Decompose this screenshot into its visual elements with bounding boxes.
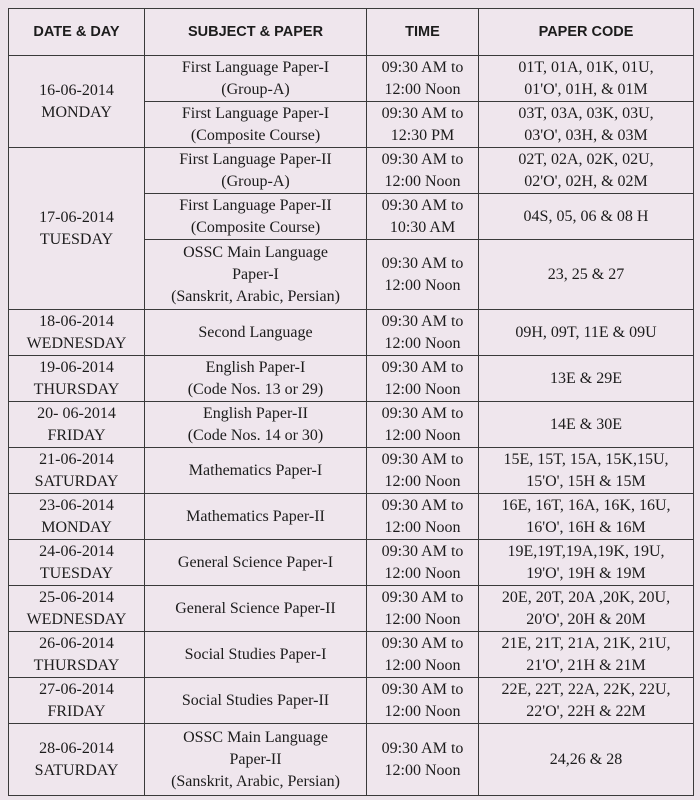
- table-row: [9, 448, 694, 494]
- subject-line: (Code Nos. 13 or 29): [187, 380, 324, 398]
- date-day-cell: [9, 678, 145, 724]
- exam-day: SATURDAY: [34, 472, 119, 490]
- time-cell: [367, 448, 479, 494]
- paper-code-cell: [479, 356, 694, 402]
- time-line: 09:30 AM to: [381, 739, 464, 757]
- subject-line: English Paper-I: [205, 358, 306, 376]
- exam-day: FRIDAY: [47, 426, 106, 444]
- date-day-cell: [9, 56, 145, 148]
- time-line: 09:30 AM to: [381, 254, 464, 272]
- exam-day: WEDNESDAY: [26, 334, 127, 352]
- subject-cell: [145, 448, 367, 494]
- subject-cell: [145, 310, 367, 356]
- paper-code-line: 04S, 05, 06 & 08 H: [523, 207, 649, 225]
- exam-date: 19-06-2014: [39, 358, 114, 376]
- time-line: 12:00 Noon: [384, 172, 461, 190]
- time-line: 09:30 AM to: [381, 634, 464, 652]
- paper-code-line: 19E,19T,19A,19K, 19U,: [507, 542, 665, 560]
- subject-cell: [145, 402, 367, 448]
- subject-line: (Group-A): [221, 172, 290, 190]
- exam-day: FRIDAY: [47, 702, 106, 720]
- time-cell: [367, 540, 479, 586]
- subject-cell: [145, 56, 367, 102]
- subject-cell: [145, 494, 367, 540]
- subject-line: (Group-A): [221, 80, 290, 98]
- paper-code-line: 22E, 22T, 22A, 22K, 22U,: [501, 680, 671, 698]
- paper-code-cell: [479, 240, 694, 310]
- header-paper-code: PAPER CODE: [479, 9, 694, 56]
- paper-code-line: 16E, 16T, 16A, 16K, 16U,: [501, 496, 671, 514]
- time-line: 10:30 AM: [389, 218, 456, 236]
- paper-code-cell: [479, 194, 694, 240]
- subject-line: Mathematics Paper-II: [186, 507, 325, 525]
- time-cell: [367, 102, 479, 148]
- subject-line: English Paper-II: [203, 404, 308, 422]
- paper-code-line: 09H, 09T, 11E & 09U: [515, 323, 657, 341]
- date-day-cell: [9, 586, 145, 632]
- exam-day: TUESDAY: [39, 230, 114, 248]
- exam-date: 26-06-2014: [39, 634, 114, 652]
- time-line: 12:00 Noon: [384, 564, 461, 582]
- exam-day: THURSDAY: [33, 380, 120, 398]
- paper-code-cell: [479, 586, 694, 632]
- paper-code-line: 22'O', 22H & 22M: [526, 702, 646, 720]
- time-line: 09:30 AM to: [381, 680, 464, 698]
- time-line: 12:30 PM: [390, 126, 455, 144]
- paper-code-line: 14E & 30E: [550, 415, 622, 433]
- table-row: [9, 724, 694, 796]
- time-cell: [367, 194, 479, 240]
- subject-line: OSSC Main Language: [183, 728, 328, 746]
- subject-cell: [145, 148, 367, 194]
- subject-line: (Code Nos. 14 or 30): [187, 426, 324, 444]
- subject-line: (Sanskrit, Arabic, Persian): [171, 287, 340, 305]
- exam-day: THURSDAY: [33, 656, 120, 674]
- table-row: [9, 56, 694, 102]
- subject-line: Mathematics Paper-I: [188, 461, 323, 479]
- time-line: 12:00 Noon: [384, 518, 461, 536]
- time-line: 09:30 AM to: [381, 496, 464, 514]
- paper-code-line: 20E, 20T, 20A ,20K, 20U,: [501, 588, 671, 606]
- paper-code-cell: [479, 56, 694, 102]
- paper-code-cell: [479, 494, 694, 540]
- time-cell: [367, 310, 479, 356]
- date-day-cell: [9, 494, 145, 540]
- paper-code-line: 21E, 21T, 21A, 21K, 21U,: [501, 634, 671, 652]
- time-line: 09:30 AM to: [381, 150, 464, 168]
- exam-day: SATURDAY: [34, 761, 119, 779]
- subject-line: First Language Paper-I: [181, 58, 330, 76]
- date-day-cell: [9, 448, 145, 494]
- exam-timetable: [8, 8, 694, 796]
- subject-line: General Science Paper-II: [175, 599, 336, 617]
- table-row: [9, 678, 694, 724]
- subject-line: Paper-I: [232, 265, 279, 283]
- exam-date: 21-06-2014: [39, 450, 114, 468]
- subject-line: Social Studies Paper-I: [184, 645, 327, 663]
- table-row: [9, 586, 694, 632]
- table-row: [9, 402, 694, 448]
- subject-cell: [145, 678, 367, 724]
- table-row: [9, 494, 694, 540]
- date-day-cell: [9, 148, 145, 310]
- table-row: [9, 632, 694, 678]
- paper-code-cell: [479, 448, 694, 494]
- paper-code-line: 16'O', 16H & 16M: [526, 518, 646, 536]
- paper-code-line: 02'O', 02H, & 02M: [524, 172, 648, 190]
- time-cell: [367, 356, 479, 402]
- time-line: 09:30 AM to: [381, 542, 464, 560]
- paper-code-line: 02T, 02A, 02K, 02U,: [518, 150, 654, 168]
- subject-line: Second Language: [198, 323, 313, 341]
- subject-line: First Language Paper-II: [179, 196, 332, 214]
- paper-code-cell: [479, 678, 694, 724]
- subject-cell: [145, 356, 367, 402]
- subject-line: (Composite Course): [190, 218, 321, 236]
- exam-date: 16-06-2014: [39, 81, 114, 99]
- date-day-cell: [9, 310, 145, 356]
- header-date-day: DATE & DAY: [9, 9, 145, 56]
- subject-line: General Science Paper-I: [177, 553, 334, 571]
- paper-code-cell: [479, 724, 694, 796]
- time-line: 12:00 Noon: [384, 472, 461, 490]
- time-cell: [367, 586, 479, 632]
- paper-code-line: 03T, 03A, 03K, 03U,: [518, 104, 654, 122]
- time-line: 12:00 Noon: [384, 80, 461, 98]
- paper-code-line: 19'O', 19H & 19M: [526, 564, 646, 582]
- time-cell: [367, 724, 479, 796]
- table-row: [9, 310, 694, 356]
- time-line: 09:30 AM to: [381, 196, 464, 214]
- subject-line: (Sanskrit, Arabic, Persian): [171, 772, 340, 790]
- subject-cell: [145, 586, 367, 632]
- time-line: 12:00 Noon: [384, 702, 461, 720]
- time-line: 12:00 Noon: [384, 656, 461, 674]
- paper-code-cell: [479, 402, 694, 448]
- paper-code-cell: [479, 148, 694, 194]
- subject-cell: [145, 240, 367, 310]
- paper-code-line: 24,26 & 28: [549, 750, 623, 768]
- time-cell: [367, 56, 479, 102]
- exam-date: 28-06-2014: [39, 739, 114, 757]
- exam-date: 25-06-2014: [39, 588, 114, 606]
- header-subject-paper: SUBJECT & PAPER: [145, 9, 367, 56]
- time-line: 09:30 AM to: [381, 450, 464, 468]
- time-line: 12:00 Noon: [384, 334, 461, 352]
- paper-code-cell: [479, 102, 694, 148]
- subject-line: Paper-II: [229, 750, 282, 768]
- paper-code-line: 15'O', 15H & 15M: [526, 472, 646, 490]
- time-cell: [367, 240, 479, 310]
- subject-cell: [145, 724, 367, 796]
- time-cell: [367, 148, 479, 194]
- subject-line: Social Studies Paper-II: [181, 691, 330, 709]
- exam-day: TUESDAY: [39, 564, 114, 582]
- paper-code-line: 01'O', 01H, & 01M: [524, 80, 648, 98]
- paper-code-line: 21'O', 21H & 21M: [526, 656, 646, 674]
- paper-code-cell: [479, 310, 694, 356]
- exam-date: 17-06-2014: [39, 208, 114, 226]
- paper-code-line: 15E, 15T, 15A, 15K,15U,: [503, 450, 669, 468]
- date-day-cell: [9, 540, 145, 586]
- subject-cell: [145, 632, 367, 678]
- paper-code-line: 01T, 01A, 01K, 01U,: [518, 58, 654, 76]
- subject-cell: [145, 194, 367, 240]
- paper-code-cell: [479, 540, 694, 586]
- time-line: 12:00 Noon: [384, 426, 461, 444]
- table-row: [9, 356, 694, 402]
- subject-line: (Composite Course): [190, 126, 321, 144]
- exam-day: MONDAY: [41, 103, 112, 121]
- date-day-cell: [9, 632, 145, 678]
- paper-code-line: 20'O', 20H & 20M: [526, 610, 646, 628]
- exam-day: WEDNESDAY: [26, 610, 127, 628]
- header-time: TIME: [367, 9, 479, 56]
- subject-cell: [145, 102, 367, 148]
- table-row: [9, 540, 694, 586]
- exam-date: 20- 06-2014: [37, 404, 116, 422]
- exam-date: 27-06-2014: [39, 680, 114, 698]
- time-cell: [367, 678, 479, 724]
- date-day-cell: [9, 724, 145, 796]
- table-row: [9, 148, 694, 194]
- time-line: 09:30 AM to: [381, 312, 464, 330]
- exam-date: 23-06-2014: [39, 496, 114, 514]
- date-day-cell: [9, 402, 145, 448]
- time-line: 09:30 AM to: [381, 404, 464, 422]
- subject-line: OSSC Main Language: [183, 243, 328, 261]
- time-line: 09:30 AM to: [381, 58, 464, 76]
- paper-code-cell: [479, 632, 694, 678]
- paper-code-line: 23, 25 & 27: [547, 265, 625, 283]
- exam-day: MONDAY: [41, 518, 112, 536]
- time-line: 09:30 AM to: [381, 104, 464, 122]
- time-cell: [367, 632, 479, 678]
- date-day-cell: [9, 356, 145, 402]
- time-line: 12:00 Noon: [384, 761, 461, 779]
- time-cell: [367, 494, 479, 540]
- paper-code-line: 13E & 29E: [550, 369, 622, 387]
- time-line: 12:00 Noon: [384, 610, 461, 628]
- time-cell: [367, 402, 479, 448]
- time-line: 12:00 Noon: [384, 276, 461, 294]
- timetable-body: [9, 56, 694, 796]
- time-line: 09:30 AM to: [381, 358, 464, 376]
- header-row: [9, 9, 694, 56]
- subject-cell: [145, 540, 367, 586]
- paper-code-line: 03'O', 03H, & 03M: [524, 126, 648, 144]
- time-line: 12:00 Noon: [384, 380, 461, 398]
- subject-line: First Language Paper-I: [181, 104, 330, 122]
- subject-line: First Language Paper-II: [179, 150, 332, 168]
- exam-date: 18-06-2014: [39, 312, 114, 330]
- exam-date: 24-06-2014: [39, 542, 114, 560]
- time-line: 09:30 AM to: [381, 588, 464, 606]
